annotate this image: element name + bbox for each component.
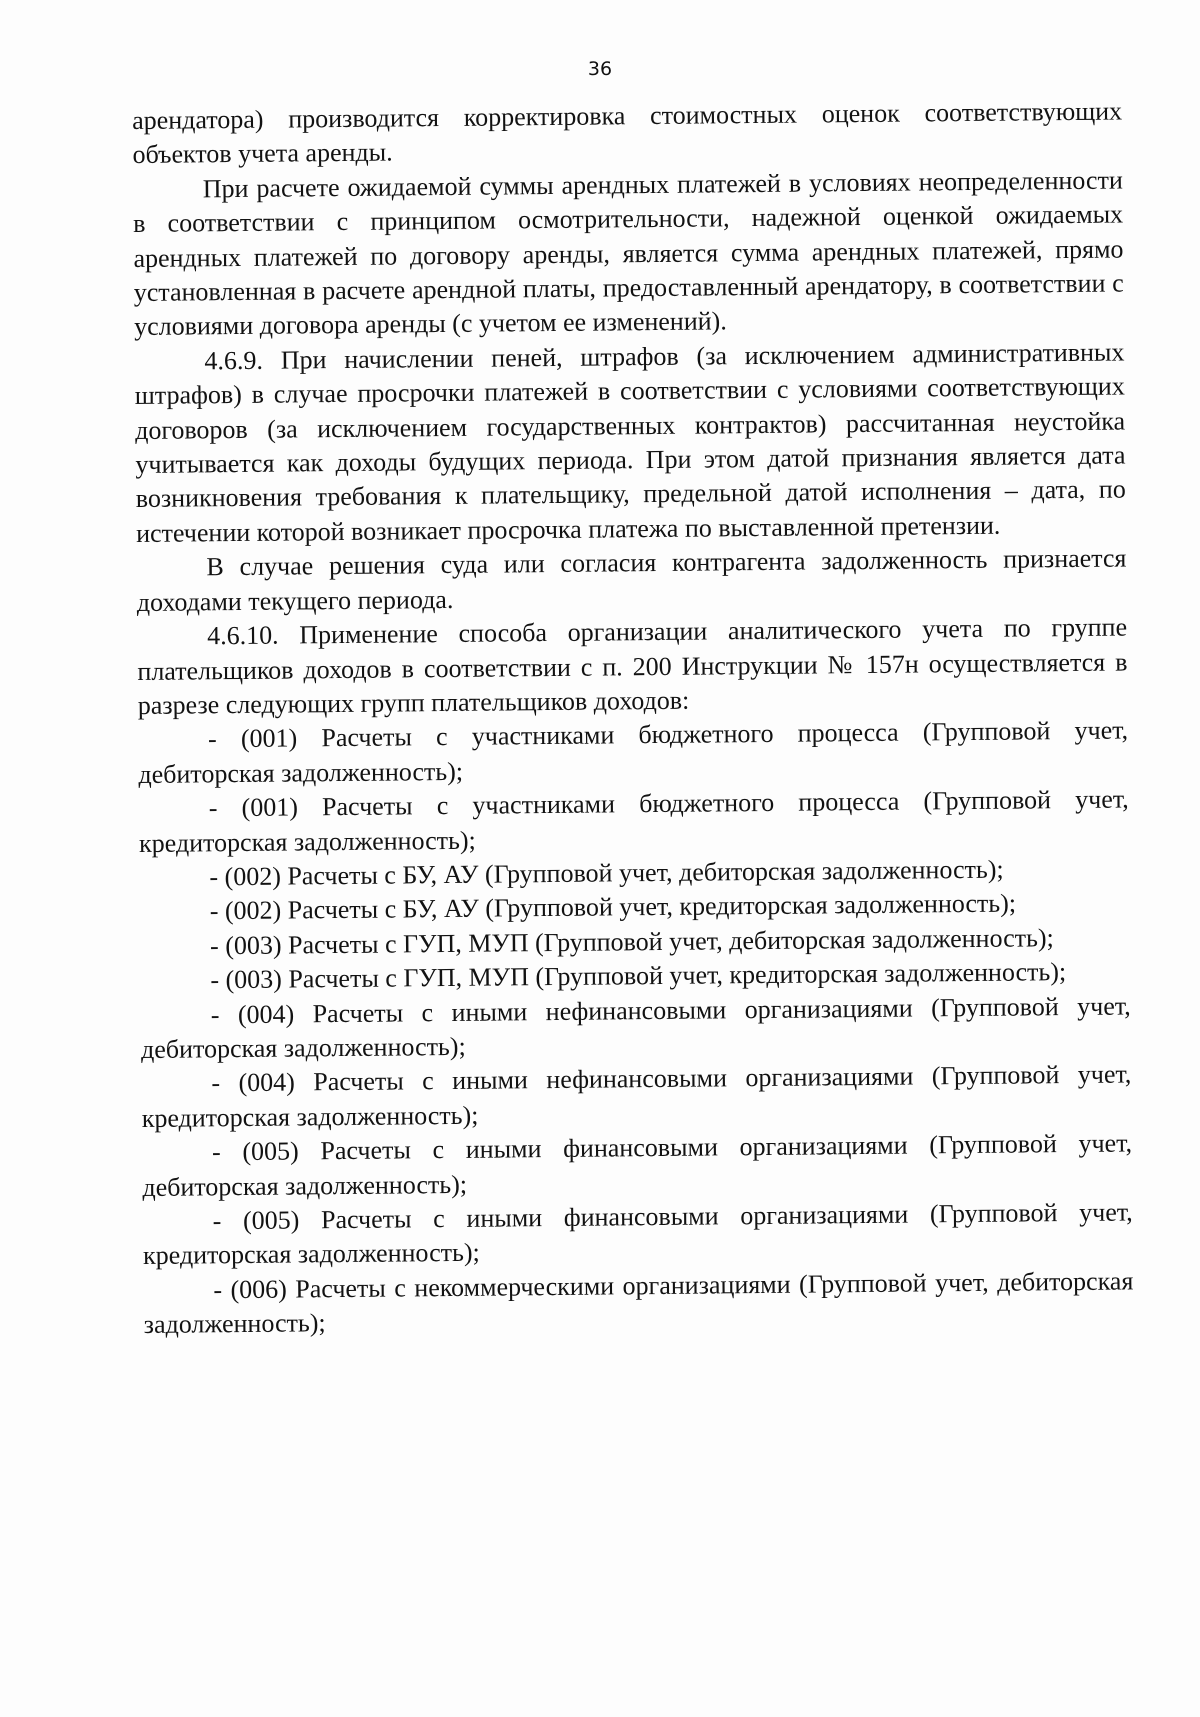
list-item: - (005) Расчеты с иными финансовыми организациями (Групповой учет, кредиторская задолженность); — [142, 1197, 1133, 1271]
list-item: - (004) Расчеты с иными нефинансовыми организациями (Групповой учет, кредиторская задолженность); — [141, 1059, 1132, 1133]
list-item: - (001) Расчеты с участниками бюджетного процесса (Групповой учет, кредиторская задолженность); — [138, 784, 1129, 858]
list-item: - (004) Расчеты с иными нефинансовыми организациями (Групповой учет, дебиторская задолженность); — [140, 991, 1131, 1064]
paragraph-continuation: арендатора) производится корректировка стоимостных оценок соответствующих объектов учета аренды. — [132, 96, 1123, 170]
body-text — [132, 94, 1134, 1342]
list-item: - (002) Расчеты с БУ, АУ (Групповой учет, кредиторская задолженность); — [209, 888, 1017, 926]
list-item: - (006) Расчеты с некоммерческими организациями (Групповой учет, дебиторская задолженность); — [143, 1266, 1134, 1340]
list-item: - (003) Расчеты с ГУП, МУП (Групповой учет, кредиторская задолженность); — [210, 957, 1067, 995]
list-item: - (001) Расчеты с участниками бюджетного процесса (Групповой учет, дебиторская задолженность); — [138, 715, 1129, 789]
paragraph-expected-payments: При расчете ожидаемой суммы арендных платежей в условиях неопределенности в соответствии с принципом осмотрительности, надежной оценкой ожидаемых арендных платежей по договору аренды, является сумма арендных платежей, прямо установленная в расчете арендной платы, предоставленный арендатору, в соответствии с условиями договора аренды (с учетом ее изменений). — [133, 165, 1124, 342]
page-number: 36 — [587, 58, 613, 80]
list-item: - (002) Расчеты с БУ, АУ (Групповой учет, дебиторская задолженность); — [209, 854, 1004, 892]
list-item: - (005) Расчеты с иными финансовыми организациями (Групповой учет, дебиторская задолженность); — [142, 1128, 1133, 1202]
list-item: - (003) Расчеты с ГУП, МУП (Групповой учет, дебиторская задолженность); — [209, 922, 1054, 961]
paragraph-court-decision: В случае решения суда или согласия контрагента задолженность признается доходами текущего периода. — [136, 543, 1127, 617]
paragraph-4-6-10: 4.6.10. Применение способа организации аналитического учета по группе плательщиков доходов в соответствии с п. 200 Инструкции № 157н осуществляется в разрезе следующих групп плательщиков доходов: — [137, 612, 1128, 720]
paragraph-4-6-9: 4.6.9. При начислении пеней, штрафов (за исключением административных штрафов) в случае просрочки платежей в соответствии с условиями соответствующих договоров (за исключением государственных контрактов) рассчитанная неустойка учитывается как доходы будущих периода. При этом датой признания является дата возникновения требования к плательщику, предельной датой исполнения – дата, по истечении которой возникает просрочка платежа по выставленной претензии. — [134, 337, 1126, 548]
